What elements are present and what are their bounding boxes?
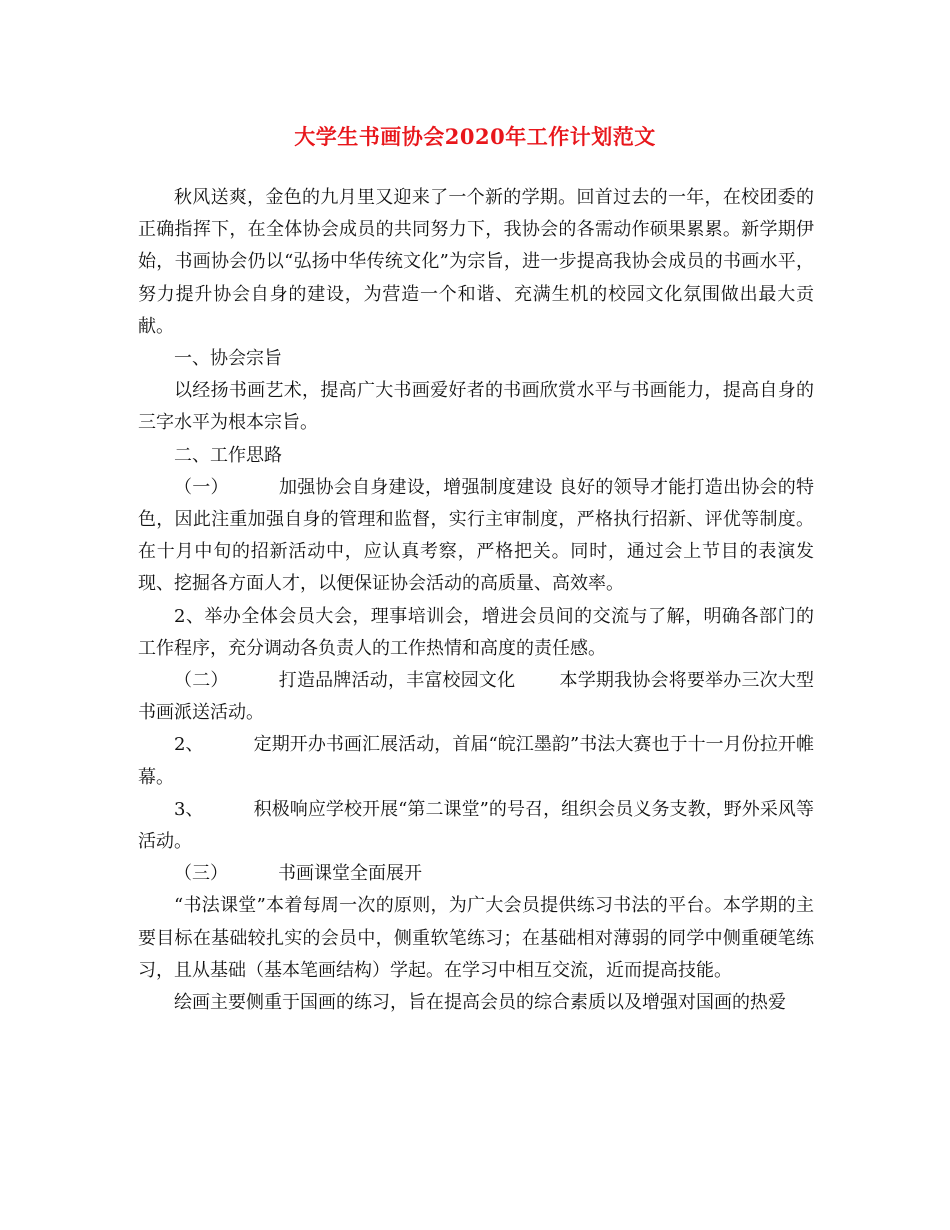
subsection-three-text: 书画课堂全面展开 <box>278 863 422 885</box>
intro-paragraph: 秋风送爽，金色的九月里又迎来了一个新的学期。回首过去的一年，在校团委的正确指挥下，在全体协会成员的共同努力下，我协会的各需动作硕果累累。新学期伊始，书画协会仍以“弘扬中华传统文化”为宗旨，进一步提高我协会成员的书画水平，努力提升协会自身的建设，为营造一个和谐、充满生机的校园文化氛围做出最大贡献。 <box>138 187 814 337</box>
item-three-paragraph <box>138 794 814 858</box>
item-three-label: 3、 <box>174 798 204 820</box>
subsection-one-text: 加强协会自身建设，增强制度建设 良好的领导才能打造出协会的特色，因此注重加强自身的管理和监督，实行主审制度，严格执行招新、评优等制度。在十月中旬的招新活动中，应认真考察，严格把关。同时，通过会上节目的表演发现、挖掘各方面人才，以便保证协会活动的高质量、高效率。 <box>138 476 815 595</box>
item-two-label: 2、 <box>174 734 204 756</box>
subsection-one-label: （一） <box>174 476 229 498</box>
subsection-two-text: 本学期我协会将要举办三次大型书画派送活动。 <box>138 670 815 724</box>
calligraphy-class-paragraph: “书法课堂”本着每周一次的原则，为广大会员提供练习书法的平台。本学期的主要目标在基础较扎实的会员中，侧重软笔练习；在基础相对薄弱的同学中侧重硬笔练习，且从基础（基本笔画结构）学起。在学习中相互交流，近而提高技能。 <box>138 895 814 981</box>
subsection-two-label: （二） <box>174 670 229 692</box>
subsection-three-paragraph <box>138 858 814 890</box>
subsection-one-paragraph <box>138 472 814 601</box>
item-two-paragraph <box>138 729 814 793</box>
painting-paragraph: 绘画主要侧重于国画的练习，旨在提高会员的综合素质以及增强对国画的热爱 <box>174 992 786 1014</box>
subsection-three-label: （三） <box>174 863 228 885</box>
subsection-two-paragraph <box>138 665 814 729</box>
item-three-text: 积极响应学校开展“第二课堂”的号召，组织会员义务支教，野外采风等活动。 <box>138 798 814 853</box>
document-body <box>138 182 814 1019</box>
section-heading-approach: 二、工作思路 <box>174 444 282 466</box>
purpose-paragraph: 以经扬书画艺术，提高广大书画爱好者的书画欣赏水平与书画能力，提高自身的三字水平为根本宗旨。 <box>138 380 814 434</box>
item-two-text: 定期开办书画汇展活动，首届“皖江墨韵”书法大赛也于十一月份拉开帷幕。 <box>138 734 814 788</box>
subsection-two-heading: 打造品牌活动，丰富校园文化 <box>278 670 516 692</box>
document-title: 大学生书画协会2020年工作计划范文 <box>294 124 656 149</box>
section-heading-purpose: 一、协会宗旨 <box>174 348 282 370</box>
general-meeting-paragraph: 2、举办全体会员大会，理事培训会，增进会员间的交流与了解，明确各部门的工作程序，充分调动各负责人的工作热情和高度的责任感。 <box>138 605 814 659</box>
